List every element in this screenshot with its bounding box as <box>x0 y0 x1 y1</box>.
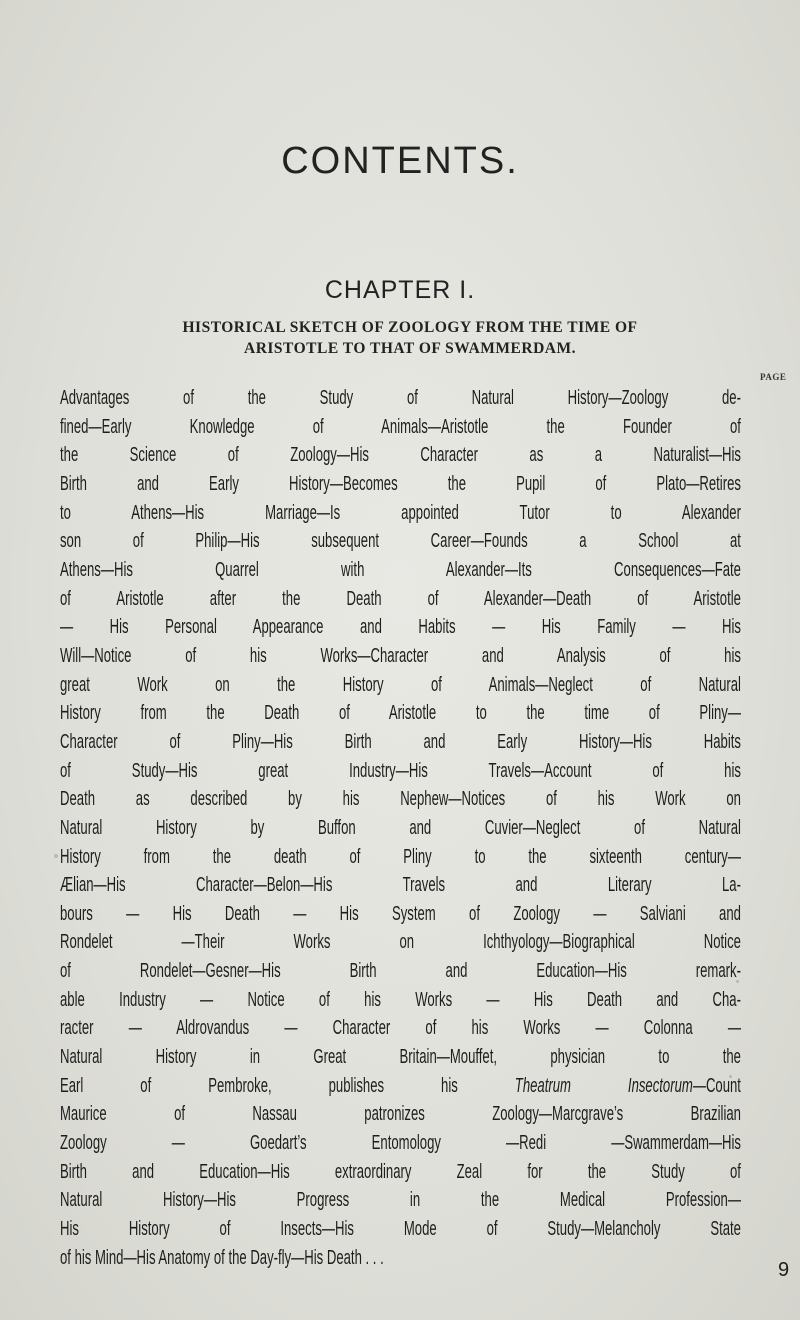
synopsis-line: of his Mind—His Anatomy of the Day-fly—His Death . . . <box>60 1245 384 1269</box>
synopsis-line: His History of Insects—His Mode of Study—Melancholy State <box>60 1217 741 1241</box>
synopsis-line: Zoology — Goedart’s Entomology —Redi —Swammerdam—His <box>60 1131 741 1155</box>
chapter-heading-line: HISTORICAL SKETCH OF ZOOLOGY FROM THE TIME OF <box>182 319 638 336</box>
synopsis-line: Will—Notice of his Works—Character and Analysis of his <box>60 643 741 667</box>
synopsis-line: Natural History in Great Britain—Mouffet, physician to the <box>60 1045 741 1069</box>
synopsis-line: Maurice of Nassau patronizes Zoology—Marcgrave’s Brazilian <box>60 1102 741 1126</box>
synopsis-line: the Science of Zoology—His Character as a Naturalist—His <box>60 443 741 467</box>
chapter-heading-line: ARISTOTLE TO THAT OF SWAMMERDAM. <box>244 340 576 357</box>
synopsis-line: History from the Death of Aristotle to the time of Pliny— <box>60 701 741 725</box>
paper-speck <box>736 980 739 983</box>
chapter-heading <box>100 317 720 359</box>
paper-speck <box>54 854 58 858</box>
chapter-synopsis <box>60 384 741 1272</box>
page-number: 9 <box>778 1259 790 1281</box>
synopsis-line: able Industry — Notice of his Works — His Death and Cha- <box>60 987 741 1011</box>
synopsis-line: Birth and Early History—Becomes the Pupil of Plato—Retires <box>60 471 741 495</box>
synopsis-line: racter — Aldrovandus — Character of his Works — Colonna — <box>60 1016 741 1040</box>
synopsis-line: Natural History by Buffon and Cuvier—Neglect of Natural <box>60 815 741 839</box>
synopsis-line: of Study—His great Industry—His Travels—Account of his <box>60 758 741 782</box>
synopsis-line: Birth and Education—His extraordinary Zeal for the Study of <box>60 1159 741 1183</box>
synopsis-line: Rondelet —Their Works on Ichthyology—Biographical Notice <box>60 930 741 954</box>
synopsis-line: Athens—His Quarrel with Alexander—Its Consequences—Fate <box>60 557 741 581</box>
synopsis-line: — His Personal Appearance and Habits — His Family — His <box>60 615 741 639</box>
chapter-title: CHAPTER I. <box>324 276 476 304</box>
contents-title: CONTENTS. <box>281 140 519 182</box>
synopsis-line: of Rondelet—Gesner—His Birth and Education—His remark- <box>60 959 741 983</box>
synopsis-line: bours — His Death — His System of Zoology — Salviani and <box>60 901 741 925</box>
synopsis-line-with-italic-title <box>60 1072 741 1101</box>
synopsis-line-suffix: —Count <box>692 1073 741 1097</box>
synopsis-line: of Aristotle after the Death of Alexander—Death of Aristotle <box>60 586 741 610</box>
synopsis-line: great Work on the History of Animals—Neglect of Natural <box>60 672 741 696</box>
synopsis-line: Character of Pliny—His Birth and Early History—His Habits <box>60 729 741 753</box>
synopsis-line: to Athens—His Marriage—Is appointed Tutor to Alexander <box>60 500 741 524</box>
page-column-label: PAGE <box>760 372 787 382</box>
synopsis-line: Natural History—His Progress in the Medical Profession— <box>60 1188 741 1212</box>
synopsis-line-prefix: Earl of Pembroke, publishes his <box>60 1073 515 1097</box>
italic-book-title: Theatrum Insectorum <box>514 1073 693 1097</box>
synopsis-line: Ælian—His Character—Belon—His Travels and Literary La- <box>60 873 741 897</box>
synopsis-line: son of Philip—His subsequent Career—Founds a School at <box>60 529 741 553</box>
synopsis-line: Advantages of the Study of Natural History—Zoology de- <box>60 386 741 409</box>
synopsis-line: History from the death of Pliny to the sixteenth century— <box>60 844 741 868</box>
synopsis-line: Death as described by his Nephew—Notices of his Work on <box>60 787 741 811</box>
synopsis-line: fined—Early Knowledge of Animals—Aristotle the Founder of <box>60 414 741 438</box>
paper-speck <box>729 1075 732 1078</box>
